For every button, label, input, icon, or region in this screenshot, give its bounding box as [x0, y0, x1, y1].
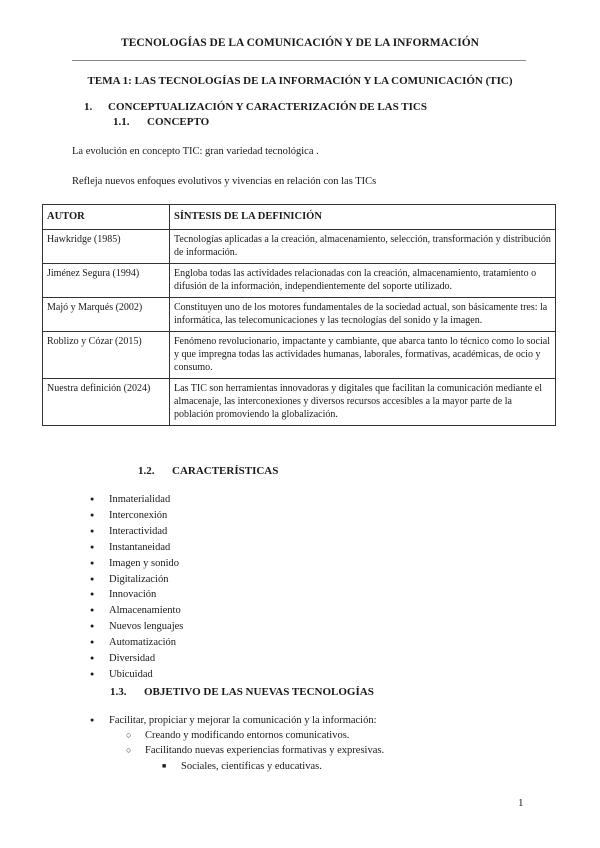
table-row: [43, 332, 556, 379]
objective-sub-text: Creando y modificando entornos comunicativos.: [145, 730, 350, 741]
list-item: ● Digitalización: [90, 572, 183, 588]
objective-sub-item: [126, 745, 384, 756]
list-item: ● Nuevos lenguajes: [90, 619, 183, 635]
list-item: ● Ubicuidad: [90, 667, 183, 683]
objective-subsub-item: [162, 761, 322, 772]
subsection-1-2-number: 1.2.: [138, 465, 155, 477]
list-item: ● Innovación: [90, 587, 183, 603]
objective-subsub-text: Sociales, científicas y educativas.: [181, 761, 322, 772]
paragraph-new-approaches: Refleja nuevos enfoques evolutivos y vivencias en relación con las TICs: [72, 176, 377, 187]
list-item: ● Interactividad: [90, 524, 183, 540]
subsection-1-3-number: 1.3.: [110, 686, 127, 698]
table-row: [43, 230, 556, 264]
section-1-title: CONCEPTUALIZACIÓN Y CARACTERIZACIÓN DE LAS TICS: [108, 101, 427, 113]
list-item: ● Almacenamiento: [90, 603, 183, 619]
objective-sub-text: Facilitando nuevas experiencias formativas y expresivas.: [145, 745, 385, 756]
list-item: ● Automatización: [90, 635, 183, 651]
tema-title: TEMA 1: LAS TECNOLOGÍAS DE LA INFORMACIÓN Y LA COMUNICACIÓN (TIC): [87, 75, 513, 87]
objective-sub-item: [126, 730, 349, 741]
list-item: ● Interconexión: [90, 508, 183, 524]
table-row: [43, 379, 556, 426]
objective-main-item: [90, 715, 377, 726]
subsection-1-3-heading: [110, 686, 374, 698]
table-cell-author: Roblizo y Cózar (2015): [43, 332, 170, 379]
objective-main-text: Facilitar, propiciar y mejorar la comunicación y la información:: [109, 715, 377, 726]
list-item: ● Diversidad: [90, 651, 183, 667]
subsection-1-2-title: CARACTERÍSTICAS: [172, 465, 279, 477]
table-cell-author: Hawkridge (1985): [43, 230, 170, 264]
subsection-1-3-title: OBJETIVO DE LAS NUEVAS TECNOLOGÍAS: [144, 686, 374, 698]
page-number: 1: [518, 797, 524, 809]
list-item: ● Instantaneidad: [90, 540, 183, 556]
section-1-number: 1.: [84, 101, 93, 113]
circle-bullet-icon: ○: [126, 745, 132, 755]
table-cell-author: Majó y Marqués (2002): [43, 298, 170, 332]
table-header-definition: SÍNTESIS DE LA DEFINICIÓN: [170, 205, 556, 230]
bullet-icon: ●: [90, 716, 95, 724]
subsection-1-2-heading: [138, 465, 278, 477]
document-header-title: TECNOLOGÍAS DE LA COMUNICACIÓN Y DE LA INFORMACIÓN: [121, 37, 479, 49]
table-row: [43, 298, 556, 332]
table-cell-definition: Tecnologías aplicadas a la creación, almacenamiento, selección, transformación y distribución de información.: [170, 230, 556, 264]
table-cell-definition: Constituyen uno de los motores fundamentales de la sociedad actual, son básicamente tres: la informática, las telecomunicaciones y las tecnologías del sonido y la imagen.: [170, 298, 556, 332]
list-item: ● Imagen y sonido: [90, 556, 183, 572]
paragraph-concept-evolution: La evolución en concepto TIC: gran variedad tecnológica .: [72, 146, 319, 157]
subsection-1-1-title: CONCEPTO: [147, 116, 210, 128]
subsection-1-1-number: 1.1.: [113, 116, 130, 128]
list-item: ● Inmaterialidad: [90, 492, 183, 508]
table-header-author: AUTOR: [43, 205, 170, 230]
header-divider: [72, 60, 526, 61]
circle-bullet-icon: ○: [126, 730, 132, 740]
table-cell-definition: Las TIC son herramientas innovadoras y digitales que facilitan la comunicación mediante el almacenaje, las interconexiones y diversos recursos accesibles a la mayor parte de la población promoviendo la globalización.: [170, 379, 556, 426]
section-1-heading: [84, 101, 427, 113]
table-row: [43, 264, 556, 298]
table-cell-definition: Fenómeno revolucionario, impactante y cambiante, que abarca tanto lo técnico como lo social y que impregna todas las actividades humanas, laborales, formativas, académicas, de ocio y consumo.: [170, 332, 556, 379]
square-bullet-icon: ■: [162, 762, 167, 770]
table-cell-author: Nuestra definición (2024): [43, 379, 170, 426]
table-cell-definition: Engloba todas las actividades relacionadas con la creación, almacenamiento, tratamiento o difusión de la información, independientemente del soporte utilizado.: [170, 264, 556, 298]
definitions-table: [42, 204, 556, 426]
table-header-row: [43, 205, 556, 230]
characteristics-list: [90, 492, 183, 683]
table-cell-author: Jiménez Segura (1994): [43, 264, 170, 298]
subsection-1-1-heading: [113, 116, 209, 128]
